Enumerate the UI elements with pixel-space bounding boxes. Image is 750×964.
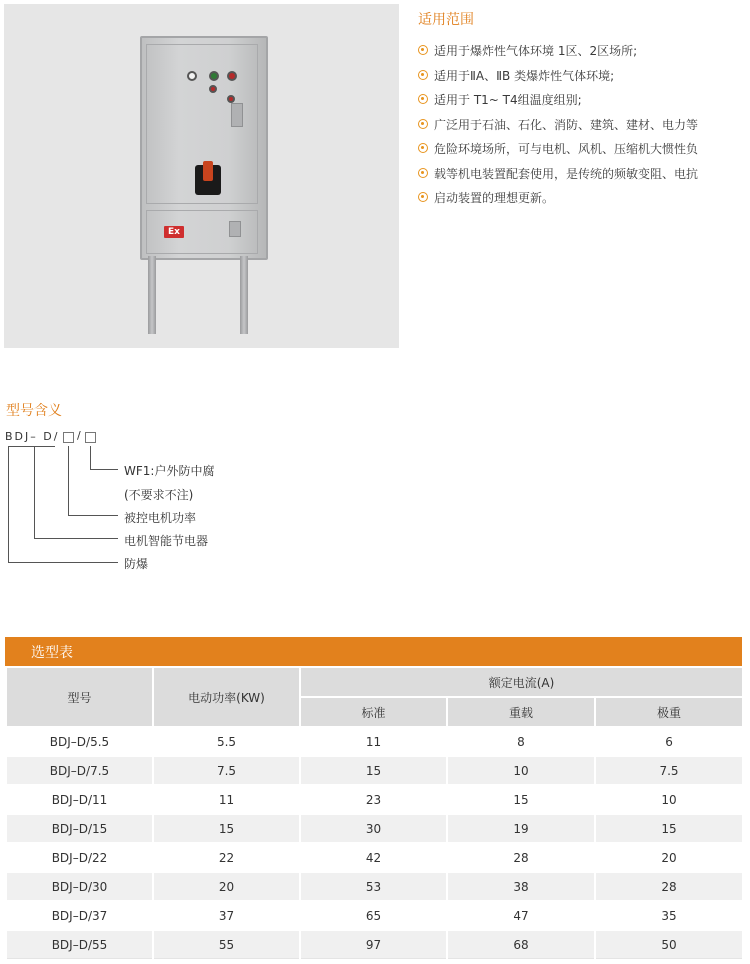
cell-model: BDJ–D/55: [6, 930, 153, 959]
bullet-icon: [418, 45, 428, 55]
cell-power: 7.5: [153, 756, 300, 785]
bullet-icon: [418, 70, 428, 80]
cell-power: 20: [153, 872, 300, 901]
cell-extra-heavy: 20: [595, 843, 743, 872]
cell-standard: 23: [300, 785, 447, 814]
cell-power: 5.5: [153, 727, 300, 756]
cell-model: BDJ–D/37: [6, 901, 153, 930]
legend-line: [8, 446, 55, 447]
rotary-switch-handle: [195, 165, 221, 195]
legend-env-note: (不要求不注): [124, 488, 194, 502]
cell-heavy: 19: [447, 814, 595, 843]
cell-extra-heavy: 28: [595, 872, 743, 901]
product-photo: [4, 4, 399, 348]
bullet-icon: [418, 94, 428, 104]
selection-title: 选型表: [31, 645, 73, 661]
scope-list: [418, 42, 698, 214]
cabinet-leg-left: [148, 256, 156, 334]
model-code-prefix: BDJ– D/: [5, 430, 60, 443]
cell-model: BDJ–D/11: [6, 785, 153, 814]
scope-item: 危险环境场所，可与电机、风机、压缩机大惯性负: [418, 140, 698, 165]
bullet-icon: [418, 192, 428, 202]
selection-table: [5, 666, 744, 959]
door-hinge: [231, 103, 243, 127]
cell-heavy: 28: [447, 843, 595, 872]
model-title: 型号含义: [6, 403, 62, 419]
legend-power: 被控电机功率: [124, 511, 197, 525]
cell-heavy: 10: [447, 756, 595, 785]
legend-line: [68, 446, 69, 516]
col-header-power: 电动功率(KW): [153, 667, 300, 727]
placeholder-box-env: [85, 432, 96, 443]
bullet-icon: [418, 168, 428, 178]
bullet-icon: [418, 119, 428, 129]
col-header-model: 型号: [6, 667, 153, 727]
explosion-proof-cabinet: [140, 36, 268, 260]
cell-model: BDJ–D/7.5: [6, 756, 153, 785]
selection-header: [5, 637, 742, 666]
scope-item: 适用于ⅡA、ⅡB 类爆炸性气体环境;: [418, 67, 698, 92]
cell-extra-heavy: 10: [595, 785, 743, 814]
legend-line: [34, 538, 118, 539]
door-hinge-lower: [229, 221, 241, 237]
cell-model: BDJ–D/15: [6, 814, 153, 843]
model-code-slash: /: [77, 429, 81, 442]
indicator-lamp-white: [187, 71, 197, 81]
cell-standard: 53: [300, 872, 447, 901]
cell-extra-heavy: 7.5: [595, 756, 743, 785]
cell-heavy: 15: [447, 785, 595, 814]
cell-power: 37: [153, 901, 300, 930]
col-header-standard: 标准: [300, 697, 447, 727]
scope-item: 适用于爆炸性气体环境 1区、2区场所;: [418, 42, 698, 67]
cabinet-lower-door: [146, 210, 258, 254]
cell-extra-heavy: 6: [595, 727, 743, 756]
scope-item: 载等机电装置配套使用，是传统的频敏变阻、电抗: [418, 165, 698, 190]
cell-heavy: 68: [447, 930, 595, 959]
col-header-current: 额定电流(A): [300, 667, 743, 697]
indicator-lamp-red: [227, 71, 237, 81]
table-row: [6, 727, 743, 756]
placeholder-box-power: [63, 432, 74, 443]
table-row: [6, 756, 743, 785]
col-header-heavy: 重载: [447, 697, 595, 727]
scope-title: 适用范围: [418, 12, 474, 28]
table-row: [6, 785, 743, 814]
legend-explosion-proof: 防爆: [124, 557, 149, 571]
cell-power: 11: [153, 785, 300, 814]
scope-item: 适用于 T1~ T4组温度组别;: [418, 91, 698, 116]
legend-line: [90, 446, 91, 470]
legend-line: [8, 562, 118, 563]
scope-item: 广泛用于石油、石化、消防、建筑、建材、电力等: [418, 116, 698, 141]
table-row: [6, 901, 743, 930]
legend-saver: 电机智能节电器: [124, 534, 209, 548]
cell-standard: 42: [300, 843, 447, 872]
cell-standard: 11: [300, 727, 447, 756]
legend-env: WF1:户外防中腐: [124, 464, 215, 478]
cell-power: 55: [153, 930, 300, 959]
cell-model: BDJ–D/22: [6, 843, 153, 872]
cabinet-leg-right: [240, 256, 248, 334]
cell-extra-heavy: 35: [595, 901, 743, 930]
legend-line: [68, 515, 118, 516]
ex-label: Ex: [164, 226, 184, 238]
button-red-2: [227, 95, 235, 103]
cell-standard: 65: [300, 901, 447, 930]
cell-standard: 15: [300, 756, 447, 785]
bullet-icon: [418, 143, 428, 153]
cell-heavy: 38: [447, 872, 595, 901]
cell-power: 15: [153, 814, 300, 843]
cell-extra-heavy: 15: [595, 814, 743, 843]
table-row: [6, 814, 743, 843]
cell-standard: 97: [300, 930, 447, 959]
cell-power: 22: [153, 843, 300, 872]
table-row: [6, 872, 743, 901]
cell-model: BDJ–D/30: [6, 872, 153, 901]
cell-heavy: 8: [447, 727, 595, 756]
cell-standard: 30: [300, 814, 447, 843]
scope-item: 启动装置的理想更新。: [418, 189, 698, 214]
cabinet-upper-door: [146, 44, 258, 204]
legend-line: [90, 469, 118, 470]
cell-extra-heavy: 50: [595, 930, 743, 959]
button-red: [209, 85, 217, 93]
table-row: [6, 930, 743, 959]
legend-line: [34, 446, 35, 539]
col-header-extra-heavy: 极重: [595, 697, 743, 727]
cell-model: BDJ–D/5.5: [6, 727, 153, 756]
cell-heavy: 47: [447, 901, 595, 930]
table-row: [6, 843, 743, 872]
legend-line: [8, 446, 9, 563]
indicator-lamp-green: [209, 71, 219, 81]
